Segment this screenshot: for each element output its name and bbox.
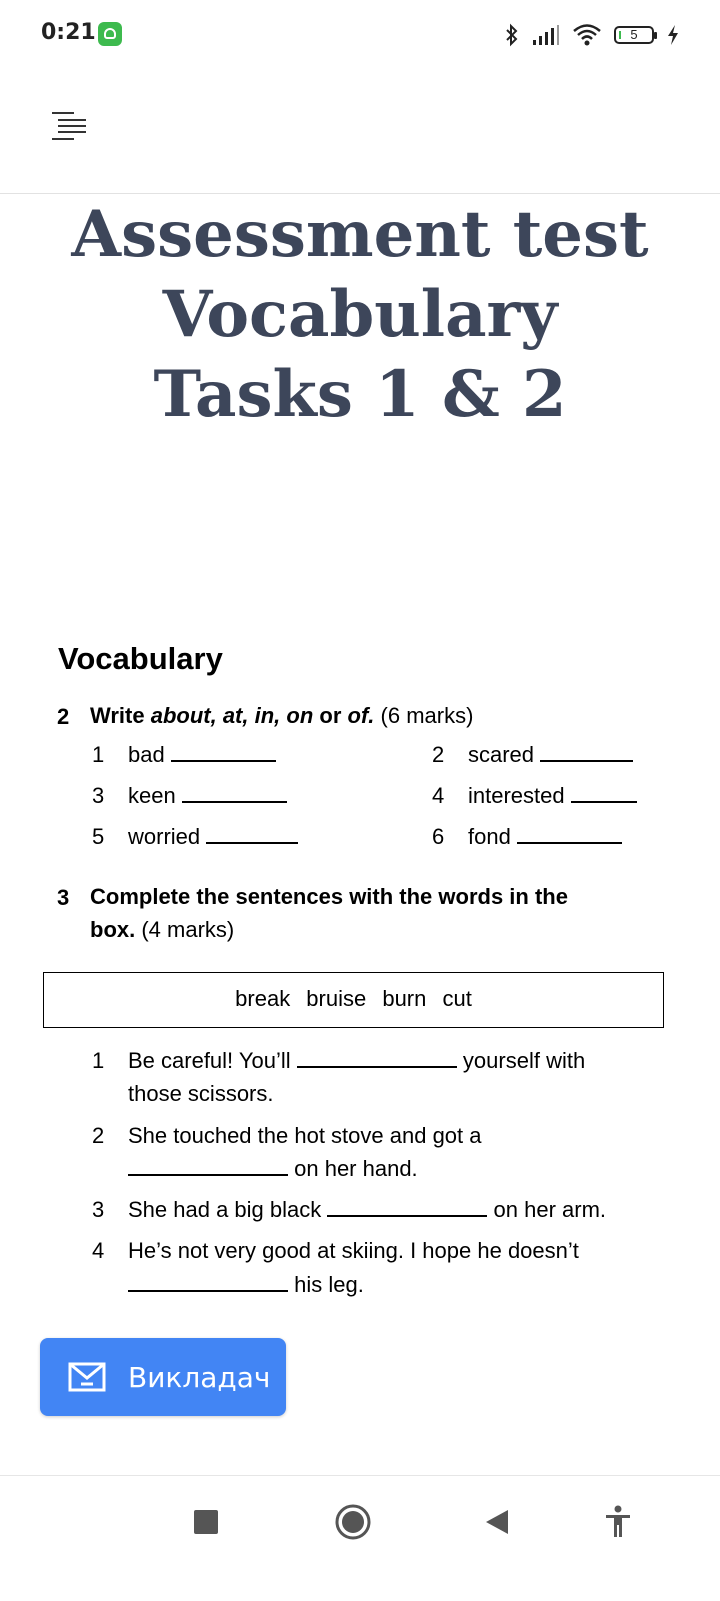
wifi-icon bbox=[572, 23, 602, 47]
teacher-button[interactable] bbox=[40, 1338, 286, 1416]
word-box: break bruise burn cut bbox=[43, 972, 664, 1028]
worksheet-image bbox=[40, 625, 680, 1325]
title-line-3: Tasks 1 & 2 bbox=[153, 357, 567, 432]
signal-icon bbox=[532, 24, 560, 46]
teacher-button-label: Викладач bbox=[128, 1360, 271, 1394]
task3-item: 4 He’s not very good at skiing. I hope he doesn’t bbox=[92, 1238, 579, 1263]
task3-item-line2: his leg. bbox=[128, 1269, 364, 1301]
task2-item: 4 interested bbox=[432, 780, 637, 812]
task3-item: 2 She touched the hot stove and got a bbox=[92, 1123, 482, 1148]
home-circle-icon[interactable] bbox=[334, 1503, 372, 1541]
notification-app-icon bbox=[98, 22, 122, 46]
charging-icon bbox=[666, 24, 680, 46]
battery-level: 5 bbox=[630, 27, 638, 42]
task2-item: 6 fond bbox=[432, 821, 622, 853]
task3-item-line2: on her hand. bbox=[128, 1153, 418, 1185]
title-line-2: Vocabulary bbox=[162, 277, 558, 352]
menu-lines-icon[interactable] bbox=[52, 110, 88, 146]
task3-item-line2: those scissors. bbox=[128, 1081, 274, 1106]
task2-item: 5 worried bbox=[92, 821, 298, 853]
status-time: 0:21 bbox=[41, 20, 96, 45]
task2-item: 1 bad bbox=[92, 739, 276, 771]
navigation-bar bbox=[0, 1475, 720, 1601]
task3-instruction: Complete the sentences with the words in the box. (4 marks) bbox=[90, 884, 568, 942]
app-bar bbox=[0, 70, 720, 194]
task3-item: 1 Be careful! You’ll yourself with bbox=[92, 1048, 586, 1073]
task2-item: 2 scared bbox=[432, 739, 633, 771]
task2-number: 2 bbox=[57, 704, 70, 729]
task2-instruction: Write about, at, in, on or of. (6 marks) bbox=[90, 703, 474, 728]
mail-icon bbox=[68, 1362, 106, 1392]
task3-item: 3 She had a big black on her arm. bbox=[92, 1197, 607, 1222]
title-line-1: Assessment test bbox=[71, 197, 649, 272]
task3-number: 3 bbox=[57, 885, 70, 910]
worksheet-heading: Vocabulary bbox=[58, 641, 223, 676]
accessibility-icon[interactable] bbox=[604, 1505, 632, 1539]
page-title bbox=[0, 195, 720, 435]
bluetooth-icon bbox=[504, 23, 520, 47]
back-triangle-icon[interactable] bbox=[484, 1508, 510, 1536]
status-icons bbox=[504, 20, 680, 50]
recents-square-icon[interactable] bbox=[194, 1510, 218, 1534]
task2-item: 3 keen bbox=[92, 780, 287, 812]
status-bar bbox=[0, 0, 720, 70]
battery-icon bbox=[614, 26, 654, 44]
